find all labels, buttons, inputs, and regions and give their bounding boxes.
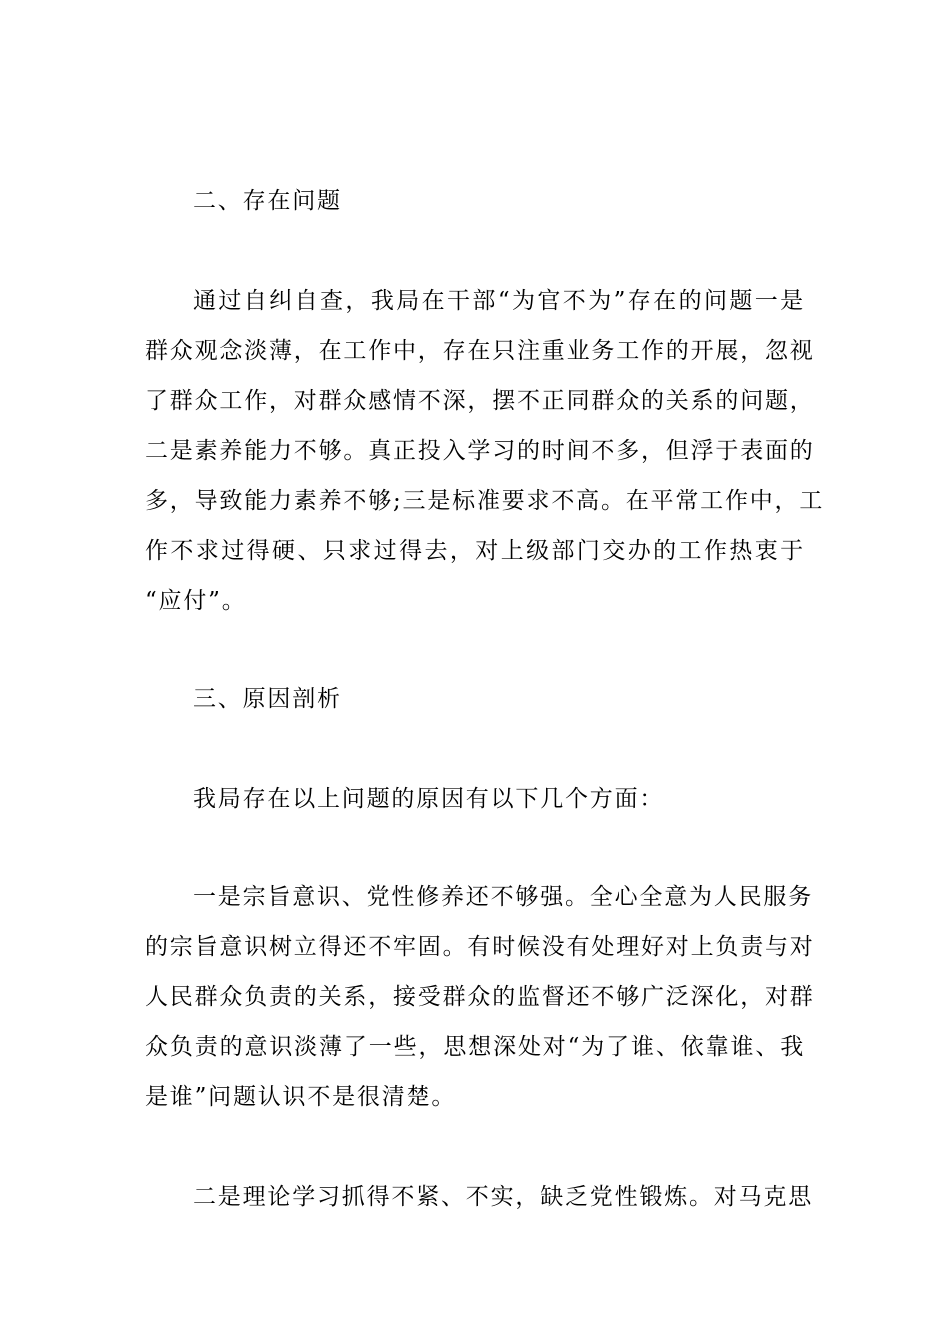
paragraph-line: 作不求过得硬、只求过得去，对上级部门交办的工作热衷于 — [145, 538, 805, 564]
paragraph-line: 人民群众负责的关系，接受群众的监督还不够广泛深化，对群 — [145, 984, 815, 1010]
section-heading-problems: 二、存在问题 — [193, 188, 342, 214]
paragraph-line: 多，导致能力素养不够;三是标准要求不高。在平常工作中，工 — [145, 488, 825, 514]
paragraph-line: 众负责的意识淡薄了一些，思想深处对“为了谁、依靠谁、我 — [145, 1034, 805, 1060]
paragraph-line: 了群众工作，对群众感情不深，摆不正同群众的关系的问题， — [145, 388, 815, 414]
paragraph-line: 群众观念淡薄，在工作中，存在只注重业务工作的开展，忽视 — [145, 338, 815, 364]
intro-paragraph: 我局存在以上问题的原因有以下几个方面： — [193, 786, 665, 812]
paragraph-line: 通过自纠自查，我局在干部“为官不为”存在的问题一是 — [193, 288, 805, 314]
paragraph-line: 二是理论学习抓得不紧、不实，缺乏党性锻炼。对马克思 — [193, 1184, 813, 1210]
paragraph-line: 的宗旨意识树立得还不牢固。有时候没有处理好对上负责与对 — [145, 934, 815, 960]
section-heading-causes: 三、原因剖析 — [193, 686, 342, 712]
paragraph-line: “应付”。 — [145, 588, 247, 614]
paragraph-line: 是谁”问题认识不是很清楚。 — [145, 1084, 457, 1110]
paragraph-line: 二是素养能力不够。真正投入学习的时间不多，但浮于表面的 — [145, 438, 815, 464]
paragraph-line: 一是宗旨意识、党性修养还不够强。全心全意为人民服务 — [193, 884, 813, 910]
